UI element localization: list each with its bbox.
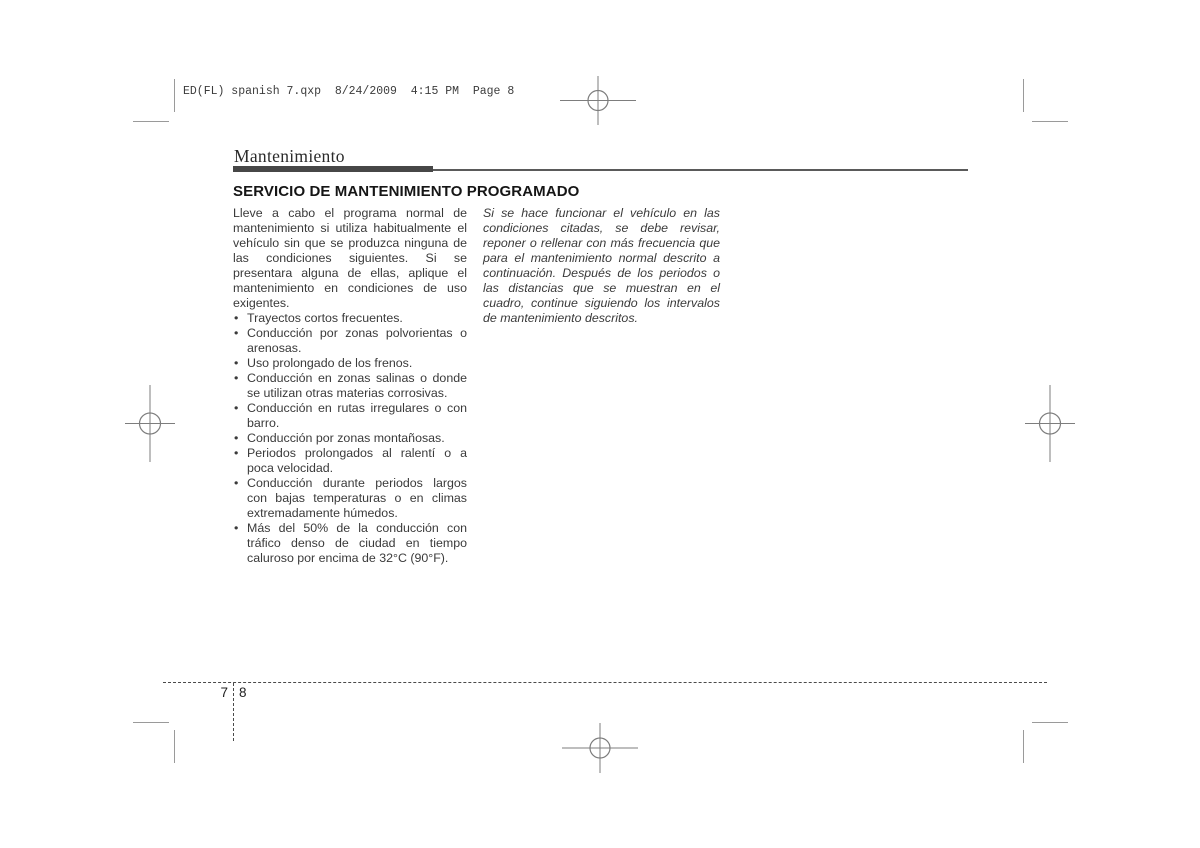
list-item-text: Periodos prolongados al ralentí o a poca velocidad. — [247, 446, 467, 475]
bullet-icon: • — [234, 431, 239, 445]
bullet-icon: • — [234, 401, 239, 415]
severe-conditions-list — [233, 311, 467, 566]
list-item-text: Conducción en zonas salinas o donde se utilizan otras materias corrosivas. — [247, 371, 467, 400]
registration-mark-icon — [125, 385, 175, 462]
bullet-icon: • — [234, 476, 239, 490]
registration-mark-icon — [560, 76, 636, 125]
left-column — [233, 206, 467, 566]
list-item — [233, 401, 467, 431]
list-item-text: Uso prolongado de los frenos. — [247, 356, 413, 370]
crop-mark-bottom-left-horizontal — [133, 722, 169, 723]
list-item-text: Conducción en rutas irregulares o con barro. — [247, 401, 467, 430]
list-item-text: Más del 50% de la conducción con tráfico denso de ciudad en tiempo caluroso por encima de 32°C (90°F). — [247, 521, 467, 565]
crop-mark-top-left-horizontal — [133, 121, 169, 122]
registration-mark-icon — [562, 723, 638, 773]
list-item — [233, 446, 467, 476]
bullet-icon: • — [234, 311, 239, 325]
list-item-text: Conducción durante periodos largos con bajas temperaturas o en climas extremadamente húmedos. — [247, 476, 467, 520]
page-title: SERVICIO DE MANTENIMIENTO PROGRAMADO — [233, 183, 580, 200]
registration-mark-icon — [1025, 385, 1075, 462]
crop-mark-top-right-vertical — [1023, 79, 1024, 112]
list-item-text: Trayectos cortos frecuentes. — [247, 311, 403, 325]
bullet-icon: • — [234, 521, 239, 535]
list-item — [233, 371, 467, 401]
list-item — [233, 476, 467, 521]
footer-dashed-line-vertical — [233, 683, 234, 741]
running-head-accent-bar — [233, 166, 433, 172]
chapter-number: 7 — [220, 685, 228, 700]
list-item-text: Conducción por zonas polvorientas o arenosas. — [247, 326, 467, 355]
list-item — [233, 431, 467, 446]
bullet-icon: • — [234, 371, 239, 385]
list-item — [233, 521, 467, 566]
severe-service-note: Si se hace funcionar el vehículo en las condiciones citadas, se debe revisar, reponer o rellenar con más frecuencia que para el mantenimiento normal descrito a continuación. Después de los periodos o las distancias que se muestran en el cuadro, continue siguiendo los intervalos de mantenimiento descritos. — [483, 206, 720, 325]
bullet-icon: • — [234, 356, 239, 370]
list-item — [233, 356, 467, 371]
crop-mark-bottom-left-vertical — [174, 730, 175, 763]
list-item-text: Conducción por zonas montañosas. — [247, 431, 445, 445]
print-slug-line: ED(FL) spanish 7.qxp 8/24/2009 4:15 PM Page 8 — [183, 85, 515, 98]
crop-mark-bottom-right-vertical — [1023, 730, 1024, 763]
page-number: 8 — [239, 685, 247, 700]
crop-mark-top-left-vertical — [174, 79, 175, 112]
bullet-icon: • — [234, 446, 239, 460]
right-column — [483, 206, 720, 326]
intro-paragraph: Lleve a cabo el programa normal de mantenimiento si utiliza habitualmente el vehículo sin que se produzca ninguna de las condiciones siguientes. Si se presentara alguna de ellas, aplique el mantenimiento en condiciones de uso exigentes. — [233, 206, 467, 310]
list-item — [233, 311, 467, 326]
running-head-section-title: Mantenimiento — [234, 146, 345, 166]
crop-mark-top-right-horizontal — [1032, 121, 1068, 122]
list-item — [233, 326, 467, 356]
bullet-icon: • — [234, 326, 239, 340]
crop-mark-bottom-right-horizontal — [1032, 722, 1068, 723]
footer-dashed-line-horizontal — [163, 682, 1047, 683]
